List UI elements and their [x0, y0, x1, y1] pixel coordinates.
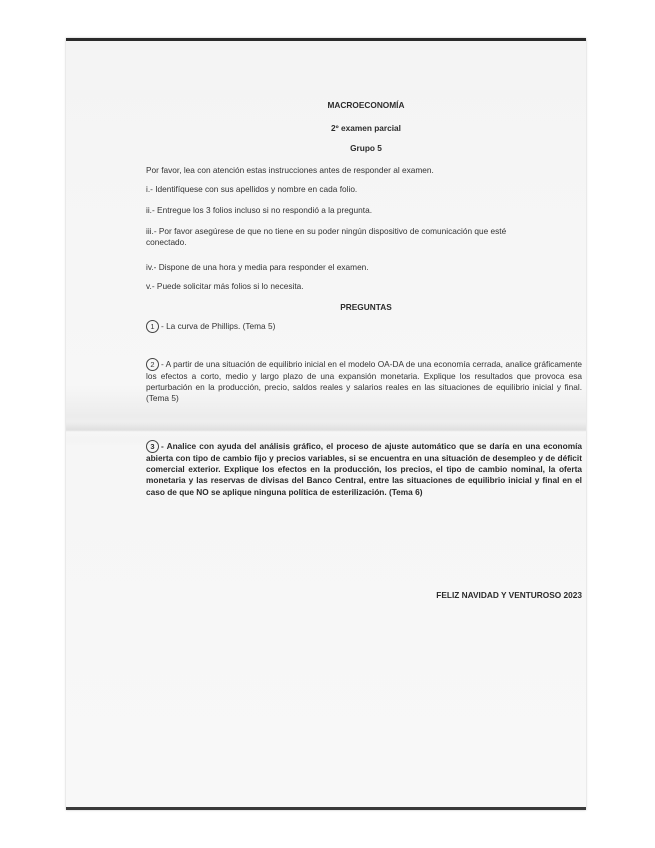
question-1	[146, 320, 582, 333]
instruction-item: v.- Puede solicitar más folios si lo necesita.	[146, 281, 304, 291]
instruction-item: ii.- Entregue los 3 folios incluso si no respondió a la pregunta.	[146, 205, 372, 215]
exam-group: Grupo 5	[350, 143, 382, 153]
closing-message: FELIZ NAVIDAD Y VENTUROSO 2023	[436, 590, 582, 600]
question-text: - La curva de Phillips. (Tema 5)	[161, 321, 276, 331]
exam-subject: MACROECONOMÍA	[327, 100, 405, 110]
paper-fold	[66, 422, 586, 440]
instruction-item: i.- Identifíquese con sus apellidos y nombre en cada folio.	[146, 184, 358, 194]
question-text: - Analice con ayuda del análisis gráfico, el proceso de ajuste automático que se daría en una economía abierta con tipo de cambio fijo y precios variables, si se encuentra en una situación de desempleo y de déficit comercial exterior. Explique los efectos en la producción, los precios, el tipo de cambio nominal, la oferta monetaria y las reservas de divisas del Banco Central, entre las situaciones de equilibrio inicial y final en el caso de que NO se aplique ninguna política de esterilización. (Tema 6)	[146, 441, 582, 497]
exam-intro: Por favor, lea con atención estas instrucciones antes de responder al examen.	[146, 165, 434, 175]
question-text: - A partir de una situación de equilibrio inicial en el modelo OA-DA de una economía cerrada, analice gráficamente los efectos a corto, medio y largo plazo de una expansión monetaria. Explique los resultados que provoca esa perturbación en la producción, precio, saldos reales y salarios reales en las situaciones de equilibrio inicial y final. (Tema 5)	[146, 359, 582, 404]
question-number-circle: 3	[146, 440, 159, 453]
instruction-item: iv.- Dispone de una hora y media para responder el examen.	[146, 262, 369, 272]
question-2	[146, 358, 582, 405]
instruction-item: iii.- Por favor asegúrese de que no tiene en su poder ningún dispositivo de comunicación que esté conectado.	[146, 226, 507, 248]
questions-heading: PREGUNTAS	[340, 302, 392, 312]
exam-name: 2º examen parcial	[331, 123, 401, 133]
question-number-circle: 1	[146, 320, 159, 333]
question-number-circle: 2	[146, 358, 159, 371]
question-3	[146, 440, 582, 498]
exam-sheet	[66, 38, 586, 810]
